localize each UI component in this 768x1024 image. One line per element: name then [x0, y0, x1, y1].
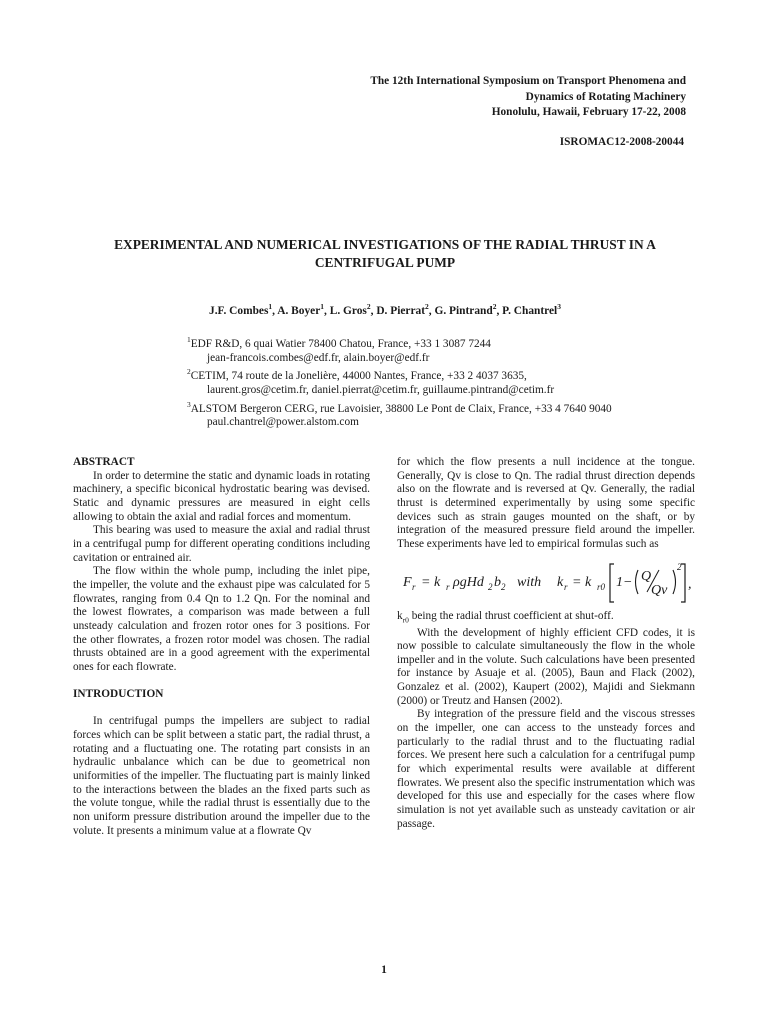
author: J.F. Combes$^1$ [209, 302, 273, 317]
author: L. Gros$^2$ [329, 302, 371, 317]
affiliation-2-emails: laurent.gros@cetim.fr, daniel.pierrat@cetim.fr, guillaume.pintrand@cetim.fr [207, 383, 555, 396]
body-paragraph: With the development of highly efficient CFD codes, it is now possible to calculate simultaneously the flow in the whole impeller and in the volute. Such calculations have been presented for instance by Asuaje et al. (2005), Baun and Flack (2002), Gonzalez et al. (2002), Kaupert (2002), Majidi and Siekmann (2000) or Treutz and Hansen (2002). [397, 626, 695, 707]
eq-lhs-sub: r [412, 581, 416, 592]
body-paragraph: for which the flow presents a null incidence at the tongue. Generally, Qv is close to Qn. The radial thrust direction depends also on the flowrate and is reversed at Qv. Generally, the radial thrust is determined experimentally by using some specific devices such as strain gauges mounted on the shaft, or by integration of the measured pressure field around the impeller. These experiments have led to empirical formulas such as [397, 456, 695, 550]
equation-svg [397, 556, 695, 608]
right-column [397, 456, 695, 831]
eq-q: Q [641, 568, 652, 584]
radial-thrust-equation [397, 556, 695, 608]
introduction-heading: INTRODUCTION [73, 688, 164, 701]
eq-kr0-sub: r0 [597, 581, 606, 592]
right-paren [673, 570, 676, 594]
eq-one-minus: 1− [616, 574, 633, 590]
abstract-paragraph: In order to determine the static and dynamic loads in rotating machinery, a specific biconical hydrostatic bearing was devised. Static and dynamic pressures are measured in eight cells allowing to obtain the axial and radial forces and momentum. [73, 469, 370, 523]
right-bracket [681, 564, 685, 602]
eq-rho-g-h-d: ρgHd [453, 574, 484, 590]
affiliation-2: $^2$CETIM, 74 route de la Jonelière, 44000 Nantes, France, +33 2 4037 3635, [187, 367, 527, 383]
abstract-paragraph: The flow within the whole pump, including the inlet pipe, the impeller, the volute and the exhaust pipe was calculated for 5 flowrates, ranging from 0.4 Qn to 1.2 Qn. For the nominal and the lowest flowrates, a comparison was made between a full unsteady calculation and frozen rotor ones for 3 positions. For the other flowrates, a frozen rotor model was chosen. The radial thrusts obtained are in a good agreement with the experimental ones for each flowrate. [73, 565, 370, 673]
eq-k2-sub: r [564, 581, 568, 592]
eq-b: b [494, 574, 501, 590]
affiliation-1: $^1$EDF R&D, 6 quai Watier 78400 Chatou, France, +33 1 3087 7244 [187, 335, 491, 350]
eq-qv: Qv [651, 582, 668, 598]
paper-title [60, 236, 710, 272]
left-paren [636, 570, 639, 594]
conference-line-2: Dynamics of Rotating Machinery [525, 90, 686, 103]
eq-lhs: F [403, 574, 412, 590]
conference-header [370, 74, 686, 121]
left-column [73, 456, 370, 838]
eq-d-sub: 2 [488, 581, 493, 592]
abstract-heading: ABSTRACT [73, 456, 135, 468]
affiliation-1-emails: jean-francois.combes@edf.fr, alain.boyer@edf.fr [207, 351, 430, 364]
title-line-1: EXPERIMENTAL AND NUMERICAL INVESTIGATIONS OF THE RADIAL THRUST IN A [114, 237, 656, 252]
affiliation-3: $^3$ALSTOM Bergeron CERG, rue Lavoisier, 38800 Le Pont de Claix, France, +33 4 7640 9040 [187, 399, 612, 415]
eq-k2: k [557, 574, 564, 590]
author: P. Chantrel$^3$ [502, 302, 561, 317]
author: A. Boyer$^1$ [277, 302, 325, 317]
eq-equals-kr0: = k [572, 574, 592, 590]
eq-with: with [517, 574, 542, 590]
paper-id: ISROMAC12-2008-20044 [559, 136, 684, 148]
author-list: J.F. Combes$^1$, A. Boyer$^1$, L. Gros$^2$, D. Pierrat$^2$, G. Pintrand$^2$, P. Chantrel$^3$ [209, 302, 561, 317]
eq-exponent: 2 [677, 561, 682, 572]
affiliation-3-emails: paul.chantrel@power.alstom.com [207, 416, 359, 429]
eq-b-sub: 2 [501, 581, 506, 592]
left-bracket [610, 564, 614, 602]
title-line-2: CENTRIFUGAL PUMP [314, 255, 456, 270]
body-paragraph: By integration of the pressure field and the viscous stresses on the impeller, one can access to the unsteady forces and particularly to the radial thrust and to the fluctuating radial forces. We present here such a calculation for a centrifugal pump for which experimental results were available at different flowrates. We present also the specific instrumentation which was developed for this use and especially for the cases where flow simulation is not yet available such as unsteady cavitation or air passage. [397, 708, 695, 830]
author: D. Pierrat$^2$ [376, 302, 429, 317]
page-number: 1 [381, 964, 387, 976]
introduction-paragraph: In centrifugal pumps the impellers are subject to radial forces which can be split between a static part, the radial thrust, a rotating and a fluctuating one. The rotating part consists in an hydraulic unbalance which can be due to geometrical non uniformities of the impeller. The fluctuating part is mainly linked to the interactions between the blades an the fixed parts such as the volute tongue, while the radial thrust is essentially due to the non uniform pressure distribution around the impeller due to the volute. It presents a minimum value at a flowrate Qv [73, 715, 370, 837]
coefficient-definition: $k_{r0}$ being the radial thrust coefficient at shut-off. [397, 609, 614, 624]
eq-equals-k: = k [421, 574, 441, 590]
eq-comma: , [688, 576, 692, 592]
eq-k-sub: r [446, 581, 450, 592]
author: G. Pintrand$^2$ [434, 302, 497, 317]
conference-line-3: Honolulu, Hawaii, February 17-22, 2008 [491, 106, 686, 118]
affiliations [187, 333, 612, 430]
conference-line-1: The 12th International Symposium on Transport Phenomena and [370, 75, 686, 87]
abstract-paragraph: This bearing was used to measure the axial and radial thrust in a centrifugal pump for different operating conditions including cavitation or entrained air. [73, 524, 370, 564]
